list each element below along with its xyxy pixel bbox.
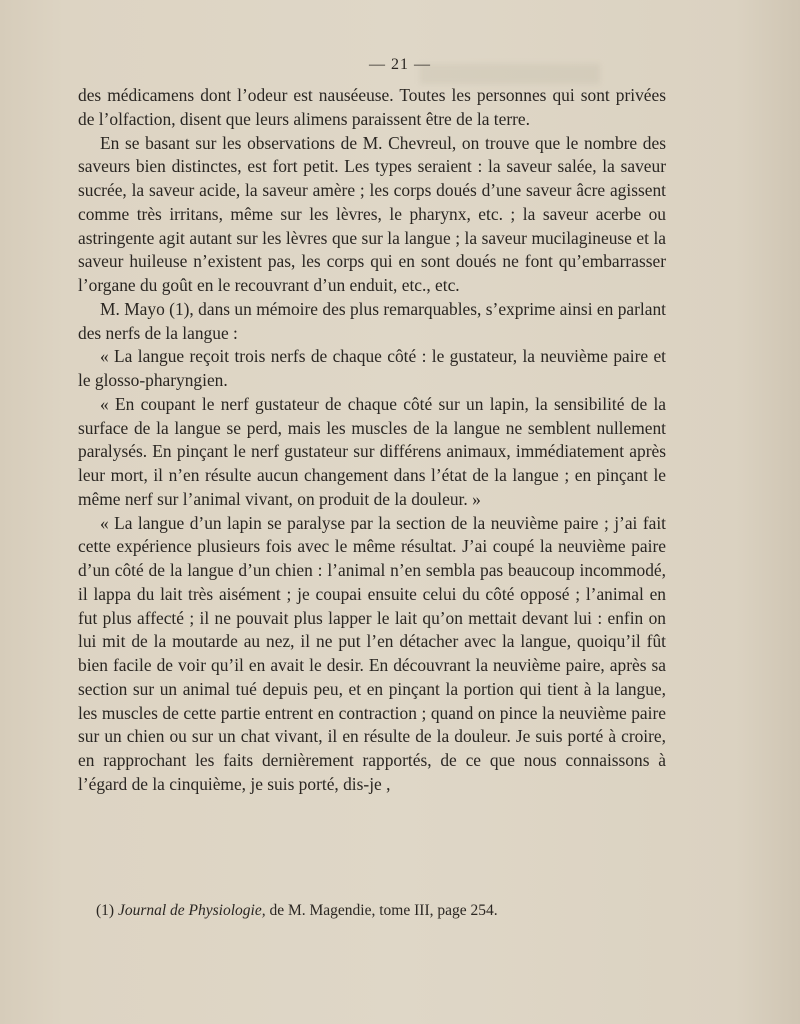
paragraph-3: M. Mayo (1), dans un mémoire des plus remarquables, s’exprime ainsi en parlant des nerfs de la langue : (78, 298, 666, 343)
paragraph-4: « La langue reçoit trois nerfs de chaque côté : le gustateur, la neuvième paire et le glosso-pharyngien. (78, 346, 666, 390)
paragraph-2: En se basant sur les observations de M. Chevreul, on trouve que le nombre des saveurs bien distinctes, est fort petit. Les types seraient : la saveur salée, la saveur sucrée, la saveur acide, la saveur amère ; les corps doués d’une saveur âcre agissent comme très irritans, même sur les lèvres, le pharynx, etc. ; la saveur acerbe ou astringente agit autant sur les lèvres que sur la langue ; la saveur mucilagineuse et la saveur huileuse n’existent pas, les corps qui en sont doués ne font qu’embarrasser l’organe du goût en le recouvrant d’un enduit, etc., etc. (78, 132, 666, 295)
footnote-journal: Journal de Physiologie, (117, 902, 266, 919)
paragraph-6: « La langue d’un lapin se paralyse par la section de la neuvième paire ; j’ai fait cette expérience plusieurs fois avec le même résultat. J’ai coupé la neuvième paire d’un côté de la langue d’un chien : l’animal n’en sembla pas beaucoup incommodé, il lappa du lait très aisément ; je coupai ensuite celui du côté opposé ; l’animal en fut plus affecté ; il ne pouvait plus lapper le lait qu’on mettait devant lui : enfin on lui mit de la moutarde au nez, il ne put l’en détacher avec la langue, quoiqu’il fût bien facile de voir qu’il en avait le desir. En découvrant la neuvième paire, après sa section sur un animal tué depuis peu, et en pinçant la portion qui tient à la langue, les muscles de cette partie entrent en contraction ; quand on pince la neuvième paire sur un chien ou sur un chat vivant, il en résulte de la douleur. Je suis porté à croire, en rapprochant les faits dernièrement rapportés, de ce que nous connaissons à l’égard de la cinquième, je suis porté, dis-je , (78, 512, 666, 794)
page-number: — 21 — (369, 56, 431, 73)
paragraph-1: des médicamens dont l’odeur est nauséeuse. Toutes les personnes qui sont privées de l’olfaction, disent que leurs alimens paraissent être de la terre. (78, 85, 666, 129)
paragraph-5: « En coupant le nerf gustateur de chaque côté sur un lapin, la sensibilité de la surface de la langue se perd, mais les muscles de la langue ne semblent nullement paralysés. En pinçant le nerf gustateur sur différens animaux, immédiatement après leur mort, il n’en résulte aucun changement dans l’état de la langue ; en pinçant le même nerf sur l’animal vivant, on produit de la douleur. » (78, 393, 666, 509)
footnote-marker: (1) (96, 902, 115, 919)
footnote (96, 902, 656, 920)
footnote-rest: de M. Magendie, tome III, page 254. (265, 902, 498, 919)
body-text (78, 84, 666, 797)
